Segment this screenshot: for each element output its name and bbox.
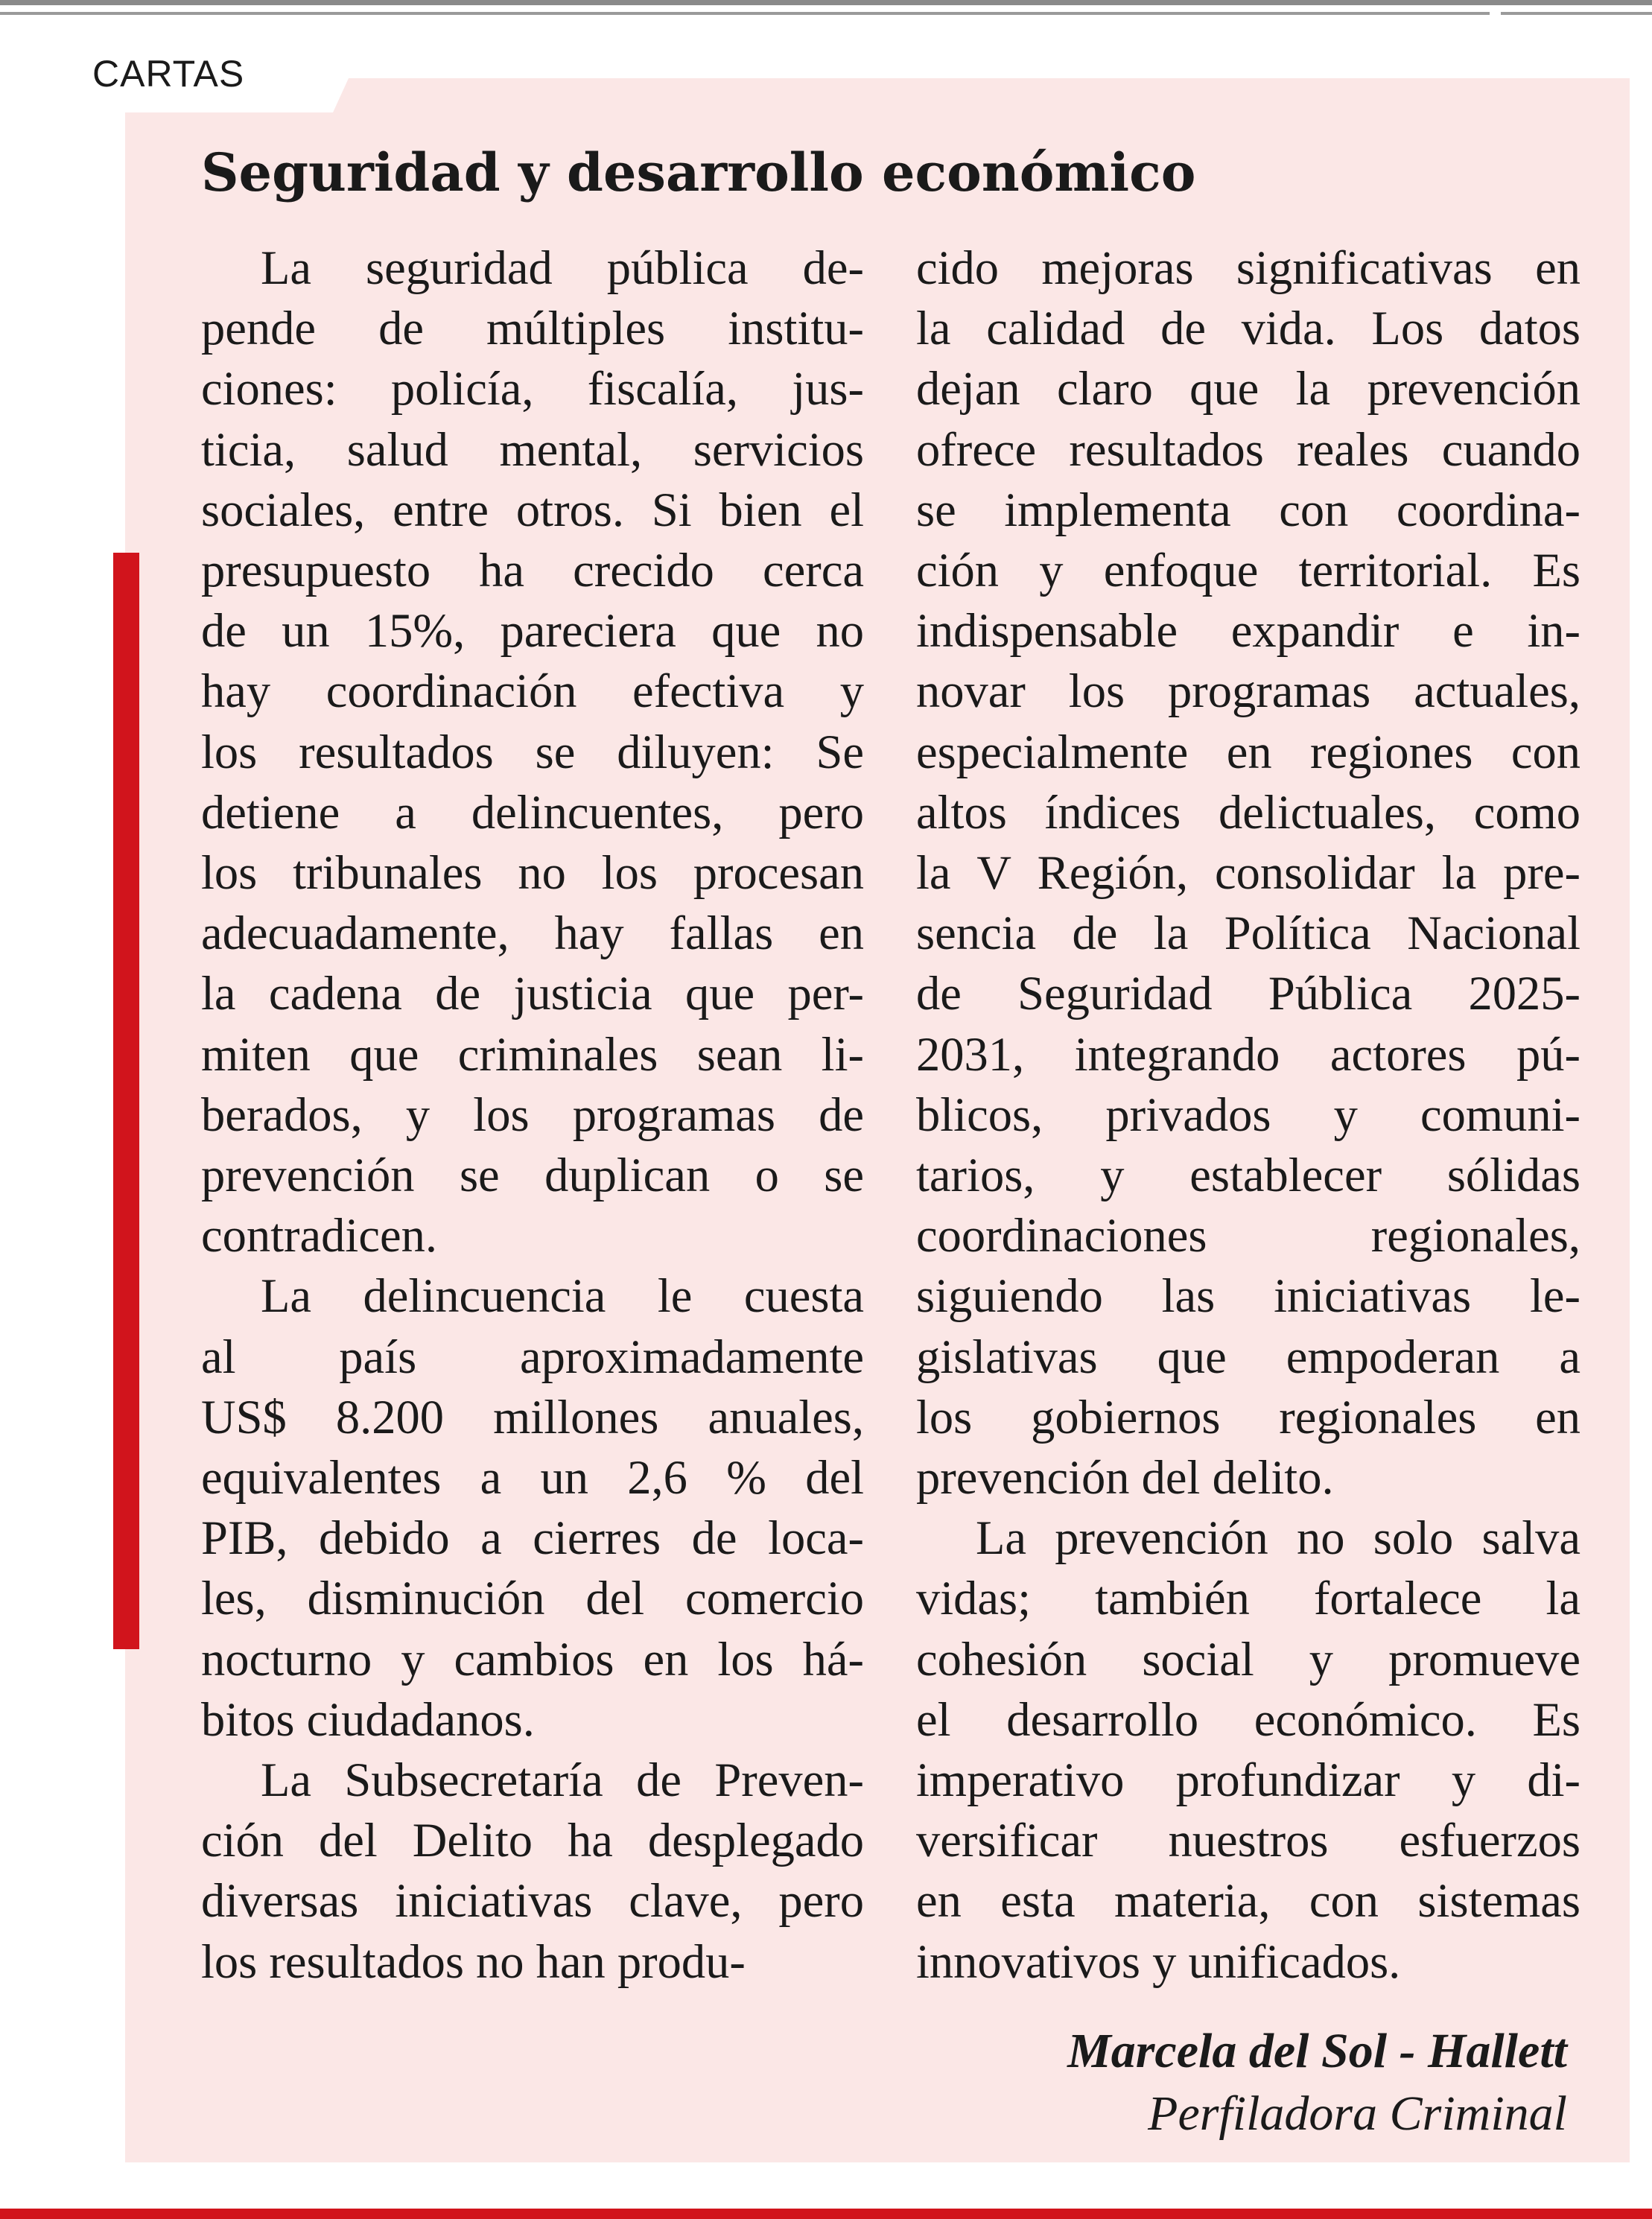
text-line: nocturno y cambios en los há- (201, 1632, 864, 1686)
text-line: equivalentes a un 2,6 % del (201, 1451, 864, 1505)
text-line: sencia de la Política Nacional (916, 907, 1580, 960)
text-line: de Seguridad Pública 2025- (916, 967, 1580, 1020)
text-line: PIB, debido a cierres de loca- (201, 1511, 864, 1565)
top-rule-thin-right (1501, 12, 1652, 15)
text-line: US$ 8.200 millones anuales, (201, 1390, 864, 1444)
accent-bar (113, 553, 139, 1649)
text-line: sociales, entre otros. Si bien el (201, 483, 864, 536)
text-line: se implementa con coordina- (916, 483, 1580, 536)
text-line: dejan claro que la prevención (916, 362, 1580, 416)
text-line: hay coordinación efectiva y (201, 664, 864, 718)
text-line: los resultados se diluyen: Se (201, 725, 864, 778)
text-line: los tribunales no los procesan (201, 846, 864, 900)
bottom-rule (0, 2209, 1652, 2219)
text-line: vidas; también fortalece la (916, 1572, 1580, 1625)
text-line: detiene a delincuentes, pero (201, 785, 864, 839)
top-rule (0, 0, 1652, 5)
text-line: la V Región, consolidar la pre- (916, 846, 1580, 900)
text-line: ción y enfoque territorial. Es (916, 544, 1580, 597)
text-line: bitos ciudadanos. (201, 1692, 535, 1746)
text-line: adecuadamente, hay fallas en (201, 907, 864, 960)
section-label: CARTAS (92, 53, 245, 95)
text-line: contradicen. (201, 1209, 437, 1263)
text-line: ofrece resultados reales cuando (916, 422, 1580, 476)
text-line: altos índices delictuales, como (916, 785, 1580, 839)
text-line: coordinaciones regionales, (916, 1209, 1580, 1263)
text-line: diversas iniciativas clave, pero (201, 1874, 864, 1928)
text-line: indispensable expandir e in- (916, 604, 1580, 658)
text-line: versificar nuestros esfuerzos (916, 1814, 1580, 1867)
text-line: pende de múltiples institu- (201, 302, 864, 355)
signature (1067, 2020, 1567, 2145)
text-line: prevención se duplican o se (201, 1149, 864, 1202)
text-line: en esta materia, con sistemas (916, 1874, 1580, 1928)
text-line: presupuesto ha crecido cerca (201, 544, 864, 597)
text-line: el desarrollo económico. Es (916, 1692, 1580, 1746)
text-line: cohesión social y promueve (916, 1632, 1580, 1686)
text-line: La prevención no solo salva (976, 1511, 1580, 1565)
text-line: miten que criminales sean li- (201, 1027, 864, 1081)
text-line: novar los programas actuales, (916, 664, 1580, 718)
text-line: les, disminución del comercio (201, 1572, 864, 1625)
text-line: los gobiernos regionales en (916, 1390, 1580, 1444)
text-line: cido mejoras significativas en (916, 241, 1580, 294)
text-line: imperativo profundizar y di- (916, 1753, 1580, 1807)
text-line: 2031, integrando actores pú- (916, 1027, 1580, 1081)
author-role: Perfiladora Criminal (1148, 2086, 1567, 2141)
text-line: gislativas que empoderan a (916, 1330, 1580, 1383)
text-line: la cadena de justicia que per- (201, 967, 864, 1020)
text-line: ticia, salud mental, servicios (201, 422, 864, 476)
right-column (916, 238, 1580, 1992)
top-rule-thin (0, 12, 1490, 15)
text-line: tarios, y establecer sólidas (916, 1149, 1580, 1202)
text-line: La seguridad pública de- (261, 241, 864, 294)
text-line: innovativos y unificados. (916, 1934, 1401, 1988)
text-line: prevención del delito. (916, 1451, 1334, 1505)
left-column (201, 238, 864, 1992)
text-line: al país aproximadamente (201, 1330, 864, 1383)
text-line: La Subsecretaría de Preven- (261, 1753, 864, 1807)
text-line: La delincuencia le cuesta (261, 1269, 864, 1323)
text-line: la calidad de vida. Los datos (916, 302, 1580, 355)
text-line: ciones: policía, fiscalía, jus- (201, 362, 864, 416)
text-line: berados, y los programas de (201, 1088, 864, 1141)
text-line: ción del Delito ha desplegado (201, 1814, 864, 1867)
text-line: especialmente en regiones con (916, 725, 1580, 778)
text-line: los resultados no han produ- (201, 1934, 746, 1988)
text-line: siguiendo las iniciativas le- (916, 1269, 1580, 1323)
text-line: blicos, privados y comuni- (916, 1088, 1580, 1141)
text-line: de un 15%, pareciera que no (201, 604, 864, 658)
headline: Seguridad y desarrollo económico (201, 142, 1196, 203)
author-name: Marcela del Sol - Hallett (1067, 2024, 1567, 2078)
